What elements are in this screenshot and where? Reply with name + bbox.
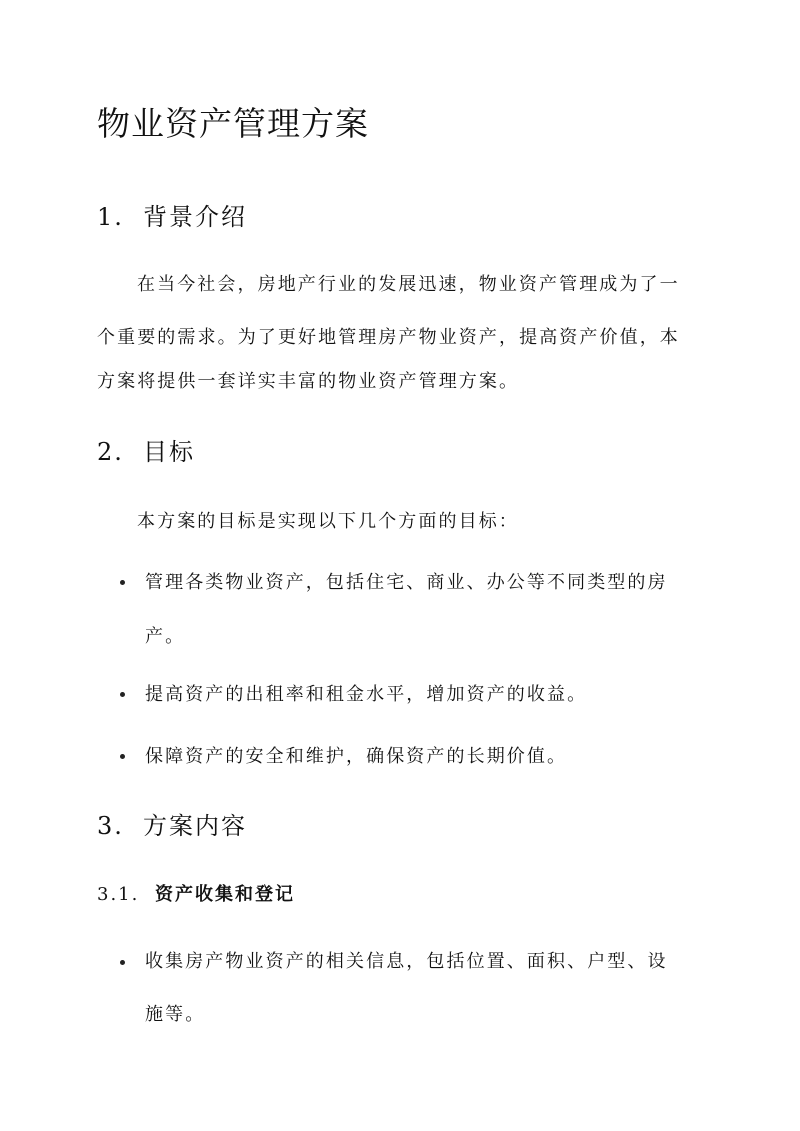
bullet-icon <box>120 754 125 759</box>
section-3-heading <box>97 806 247 841</box>
bullet-line: 收集房产物业资产的相关信息，包括位置、面积、户型、设 <box>145 951 668 972</box>
bullet-line: 提高资产的出租率和租金水平，增加资产的收益。 <box>145 684 588 705</box>
section-number: 1. <box>97 203 124 231</box>
section-title: 方案内容 <box>143 812 247 840</box>
document-title: 物业资产管理方案 <box>97 104 369 143</box>
section-title: 目标 <box>143 438 195 466</box>
subsection-number: 3.1. <box>97 884 140 905</box>
paragraph-line: 方案将提供一套详实丰富的物业资产管理方案。 <box>97 371 520 392</box>
section-number: 2. <box>97 438 124 466</box>
subsection-title: 资产收集和登记 <box>155 884 295 905</box>
bullet-icon <box>120 580 125 585</box>
bullet-line: 管理各类物业资产，包括住宅、商业、办公等不同类型的房 <box>145 572 668 593</box>
section-2-heading <box>97 432 195 467</box>
bullet-line: 保障资产的安全和维护，确保资产的长期价值。 <box>145 746 568 767</box>
paragraph-line: 个重要的需求。为了更好地管理房产物业资产，提高资产价值，本 <box>97 327 680 348</box>
section-1-heading <box>97 197 247 232</box>
bullet-line: 施等。 <box>145 1004 206 1025</box>
bullet-icon <box>120 692 125 697</box>
section-intro: 本方案的目标是实现以下几个方面的目标： <box>137 511 519 532</box>
paragraph-line: 在当今社会，房地产行业的发展迅速，物业资产管理成为了一 <box>137 274 680 295</box>
section-number: 3. <box>97 812 124 840</box>
subsection-3-1-heading <box>97 880 295 906</box>
section-title: 背景介绍 <box>143 203 247 231</box>
bullet-icon <box>120 960 125 965</box>
bullet-line: 产。 <box>145 626 186 647</box>
